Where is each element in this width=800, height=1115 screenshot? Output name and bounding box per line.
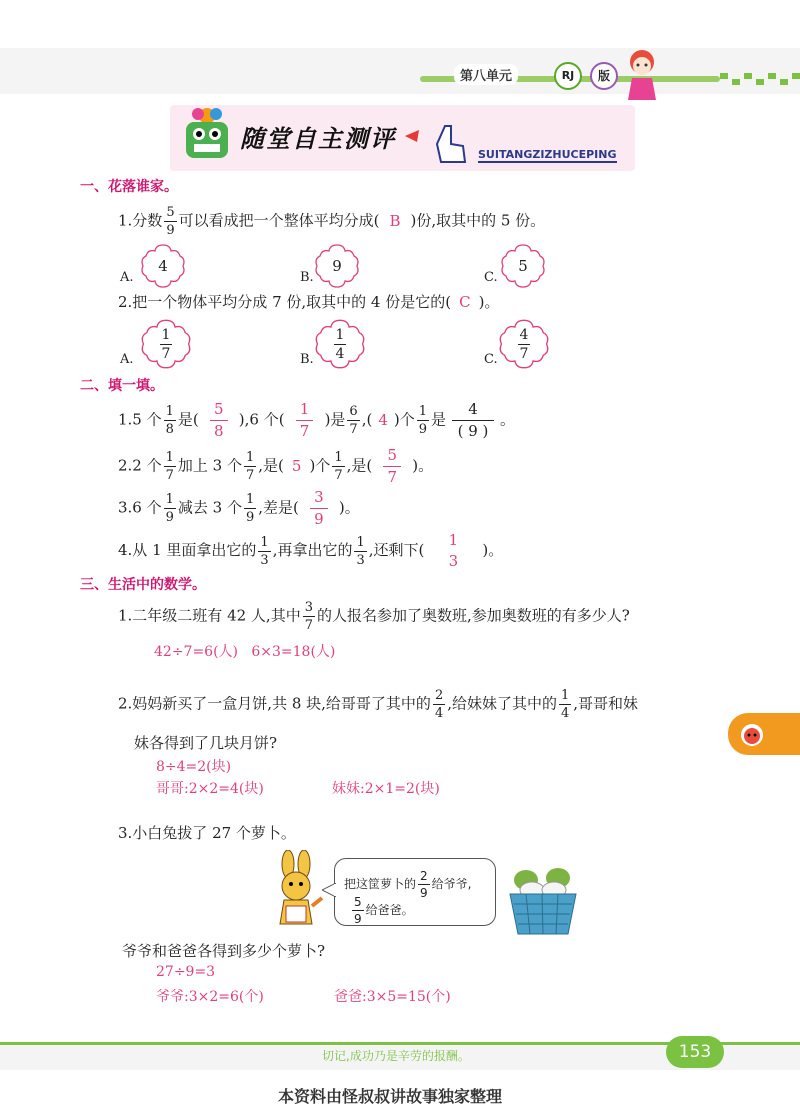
section-title: 一、花落谁家。	[80, 179, 178, 195]
answer: 爷爷:3×2=6(个)	[156, 989, 264, 1005]
answer: 哥哥:2×2=4(块)	[156, 781, 264, 797]
bubble-text: $\frac{5}{9}$ 给爸爸。	[354, 895, 414, 926]
question-3-1: 1.二年级二班有 42 人,其中 $\frac{3}{7}$ 的人报名参加了奥数班,参加奥数班的有多少人?	[118, 600, 630, 633]
banner-title: 随堂自主测评	[240, 125, 396, 153]
option-a-label: A.	[120, 352, 134, 367]
unit-label: 第八单元	[454, 64, 518, 85]
footer-motto: 切记,成功乃是辛劳的报酬。	[322, 1049, 470, 1063]
option-c-flower: 5	[500, 243, 546, 289]
question-2-3: 3.6 个 $\frac{1}{9}$ 减去 3 个 $\frac{1}{9}$ ,差是( $\frac{3}{9}$ )。	[118, 488, 360, 528]
question-2-2: 2.2 个 $\frac{1}{7}$ 加上 3 个 $\frac{1}{7}$ ,是( 5 )个 $\frac{1}{7}$ ,是( $\frac{5}{7}$ )。	[118, 446, 434, 486]
edition-suffix-badge: 版	[590, 62, 618, 90]
option-c-label: C.	[484, 270, 498, 285]
edition-badge: RJ	[554, 62, 582, 90]
option-a-flower: $\frac{1}{7}$	[140, 318, 192, 370]
rabbit-icon	[268, 850, 328, 932]
question-1-2	[118, 291, 499, 312]
answer: 1 3	[448, 531, 459, 570]
answer: 4	[378, 410, 388, 429]
option-b-flower: 9	[314, 243, 360, 289]
question-3-3-line2: 爷爷和爸爸各得到多少个萝卜?	[122, 942, 326, 960]
answer: B	[389, 211, 401, 230]
answer: 42÷7=6(人) 6×3=18(人)	[154, 644, 336, 660]
answer: C	[459, 293, 471, 311]
pointing-hand-icon	[405, 122, 475, 166]
question-2-4: 4.从 1 里面拿出它的 $\frac{1}{3}$ ,再拿出它的 $\frac{1}{3}$ ,还剩下( 1 3 )。	[118, 531, 504, 570]
answer: $\frac{3}{9}$	[299, 490, 339, 527]
answer: 爸爸:3×5=15(个)	[334, 989, 451, 1005]
option-a-flower: 4	[140, 243, 186, 289]
question-text: 可以看成把一个整体平均分成(	[178, 211, 380, 230]
fraction: $\frac{5}{9}$	[166, 205, 175, 238]
answer: 妹妹:2×1=2(块)	[332, 781, 440, 797]
page-number: 153	[666, 1036, 724, 1068]
source-note: 本资料由怪叔叔讲故事独家整理	[278, 1087, 503, 1106]
question-2-1: 1.5 个 $\frac{1}{8}$ 是( $\frac{5}{8}$ ),6 个( $\frac{1}{7}$ )是 $\frac{6}{7}$ ,( 4 )个 $\frac{1}{9}$ 是 $\frac{4}{( 9 )}$ 。	[118, 400, 516, 440]
option-c-label: C.	[484, 352, 498, 367]
answer-fraction: $\frac{4}{( 9 )}$	[446, 402, 500, 439]
banner-pinyin: SUITANGZIZHUCEPING	[478, 148, 617, 161]
question-text: 1.分数	[118, 211, 163, 230]
fox-icon	[738, 720, 766, 748]
question-text: )。	[478, 293, 500, 311]
option-b-flower: $\frac{1}{4}$	[314, 318, 366, 370]
question-3-3: 3.小白兔拔了 27 个萝卜。	[118, 824, 296, 842]
option-a-label: A.	[120, 270, 134, 285]
radish-basket-icon	[506, 860, 580, 936]
bubble-tail	[322, 882, 336, 896]
section-title: 二、填一填。	[80, 378, 164, 394]
monster-mascot-icon	[178, 104, 236, 166]
answer: $\frac{1}{7}$	[285, 402, 325, 439]
bubble-text: 把这筐萝卜的 $\frac{2}{9}$ 给爷爷,	[344, 869, 472, 900]
answer: 27÷9=3	[156, 964, 216, 980]
question-text: 2.把一个物体平均分成 7 份,取其中的 4 份是它的(	[118, 293, 452, 311]
question-3-2-line2: 妹各得到了几块月饼?	[134, 734, 278, 752]
question-text: )份,取其中的 5 份。	[410, 211, 546, 230]
option-b-label: B.	[300, 352, 314, 367]
answer: 8÷4=2(块)	[156, 759, 232, 775]
answer: $\frac{5}{8}$	[199, 402, 239, 439]
answer: 5	[291, 456, 302, 475]
option-c-flower: $\frac{4}{7}$	[498, 318, 550, 370]
girl-mascot-icon	[620, 44, 664, 102]
section-title: 三、生活中的数学。	[80, 577, 206, 593]
question-3-2: 2.妈妈新买了一盒月饼,共 8 块,给哥哥了其中的 $\frac{2}{4}$ ,给妹妹了其中的 $\frac{1}{4}$ ,哥哥和妹	[118, 688, 639, 721]
question-1-1	[118, 206, 545, 237]
answer: $\frac{5}{7}$	[372, 448, 412, 485]
option-b-label: B.	[300, 270, 314, 285]
